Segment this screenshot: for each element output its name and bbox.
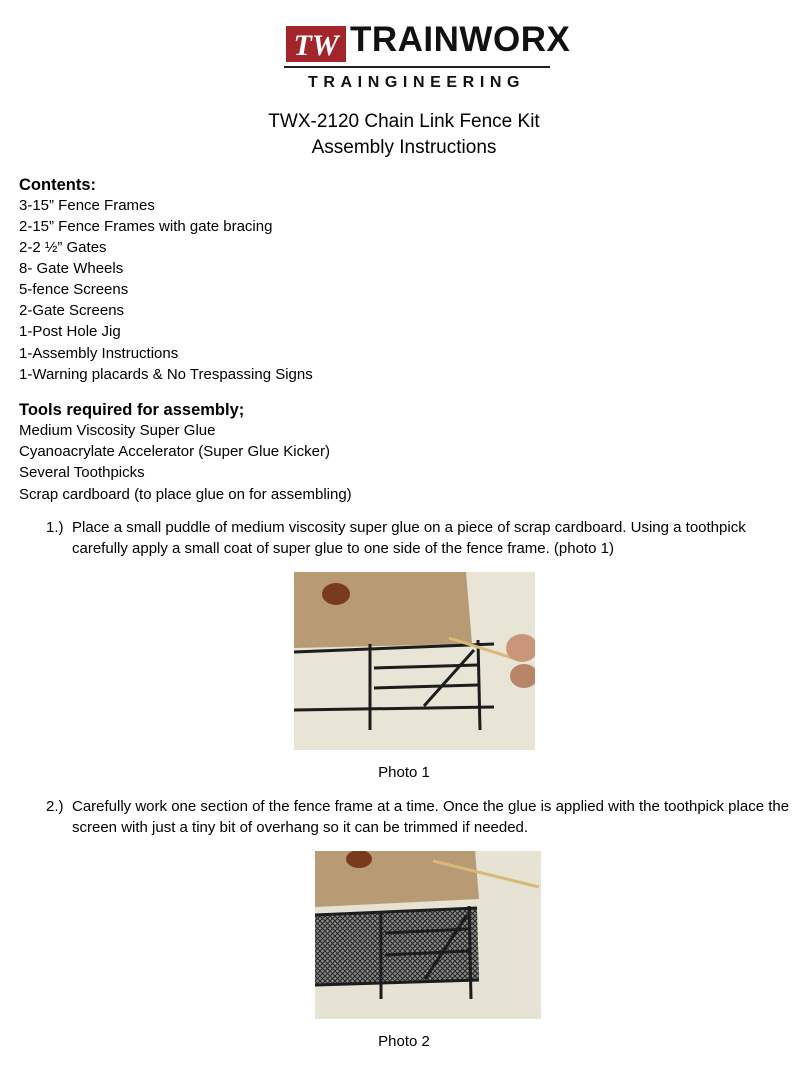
tools-item: Several Toothpicks [19, 464, 145, 481]
trainworx-logo [284, 20, 571, 92]
logo-rule [284, 66, 550, 68]
tools-heading: Tools required for assembly; [19, 401, 245, 419]
step-number: 2.) [46, 798, 64, 815]
contents-item: 3-15” Fence Frames [19, 197, 155, 214]
photo-1-image [294, 572, 535, 750]
contents-item: 5-fence Screens [19, 281, 129, 298]
logo-tagline: TRAINGINEERING [308, 74, 526, 91]
document-subtitle: Assembly Instructions [311, 137, 497, 158]
contents-item: 1-Post Hole Jig [19, 323, 121, 340]
step-number: 1.) [46, 519, 64, 536]
contents-item: 2-2 ½” Gates [19, 239, 107, 256]
step-text: Place a small puddle of medium viscosity super glue on a piece of scrap cardboard. Using a toothpick carefully apply a small coat of super glue to one side of the fence frame. (photo 1) [72, 519, 746, 557]
document-title: TWX-2120 Chain Link Fence Kit [268, 111, 540, 132]
photo-1-caption: Photo 1 [378, 764, 430, 781]
contents-heading: Contents: [19, 176, 96, 194]
tw-logo-mark-icon [284, 24, 348, 64]
logo-mark-text: TW [293, 29, 339, 62]
contents-item: 1-Warning placards & No Trespassing Signs [19, 366, 313, 383]
tools-item: Scrap cardboard (to place glue on for assembling) [19, 486, 352, 503]
logo-brand-text: TRAINWORX [350, 20, 571, 59]
tools-item: Cyanoacrylate Accelerator (Super Glue Kicker) [19, 443, 330, 460]
tools-item: Medium Viscosity Super Glue [19, 422, 216, 439]
contents-item: 8- Gate Wheels [19, 260, 124, 277]
photo-2-image [315, 851, 541, 1019]
step-text: Carefully work one section of the fence frame at a time. Once the glue is applied with the toothpick place the screen with just a tiny bit of overhang so it can be trimmed if needed. [72, 798, 790, 836]
contents-item: 2-Gate Screens [19, 302, 125, 319]
photo-2-caption: Photo 2 [378, 1033, 430, 1050]
contents-item: 1-Assembly Instructions [19, 345, 179, 362]
contents-item: 2-15” Fence Frames with gate bracing [19, 218, 273, 235]
